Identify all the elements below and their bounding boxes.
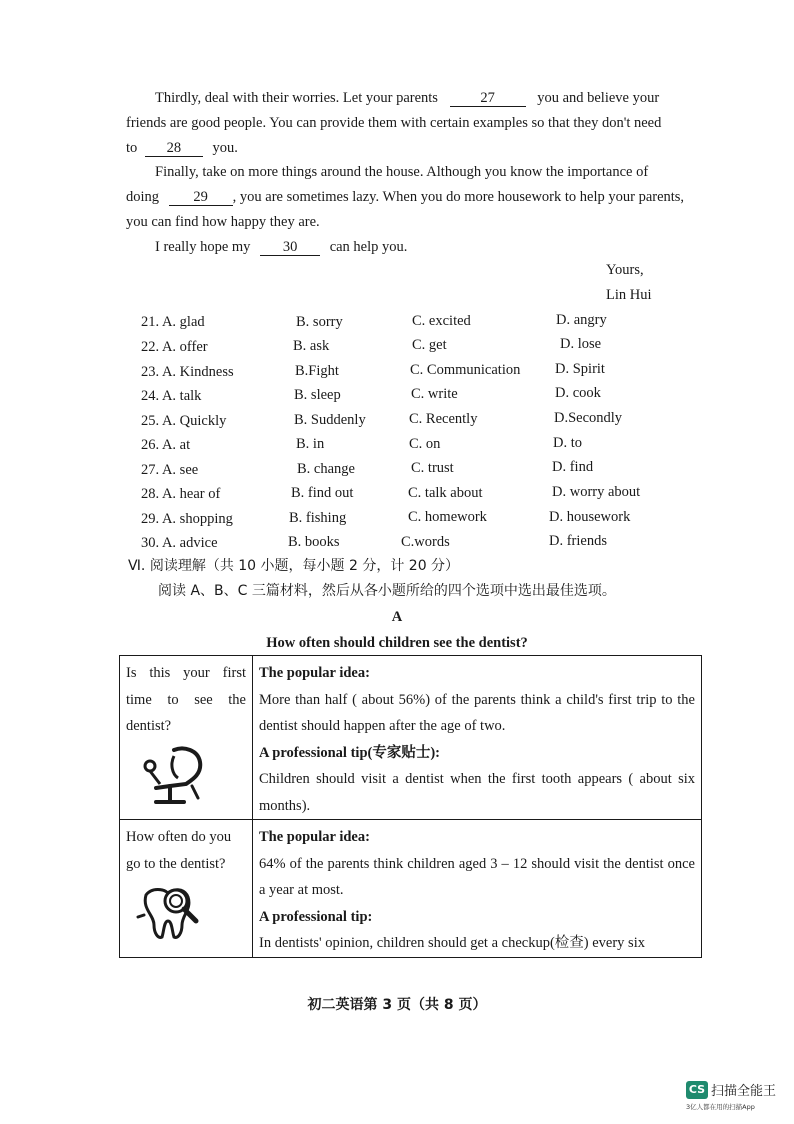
option-c: C. trust bbox=[411, 460, 454, 476]
professional-tip-label: A professional tip(专家贴士): bbox=[259, 744, 440, 761]
option-d: D. angry bbox=[556, 312, 607, 328]
professional-tip-text: In dentists' opinion, children should get a checkup(检查) every six bbox=[259, 935, 645, 951]
dentist-table bbox=[119, 655, 702, 958]
section-heading: Ⅵ. 阅读理解（共 10 小题，每小题 2 分，计 20 分） bbox=[128, 558, 460, 574]
option-b: B. books bbox=[288, 534, 340, 550]
option-b: B. find out bbox=[291, 485, 354, 501]
table-content-cell bbox=[253, 820, 702, 958]
option-c: C. get bbox=[412, 337, 447, 353]
option-b: B. ask bbox=[293, 338, 330, 354]
option-a: 25. A. Quickly bbox=[141, 413, 227, 429]
popular-idea-text: More than half ( about 56%) of the parents think a child's first trip to the dentist should happen after the age of two. bbox=[259, 691, 695, 734]
option-c: C. talk about bbox=[408, 485, 483, 501]
option-a: 28. A. hear of bbox=[141, 486, 221, 502]
option-b: B. fishing bbox=[289, 510, 347, 526]
option-a: 24. A. talk bbox=[141, 388, 202, 404]
table-question-cell bbox=[120, 656, 253, 820]
option-d: D. friends bbox=[549, 533, 607, 549]
reading-title: How often should children see the dentist? bbox=[266, 635, 528, 651]
question-text: How often do you go to the dentist? bbox=[126, 829, 232, 872]
letter-signature: Lin Hui bbox=[606, 287, 652, 303]
option-c: C. Communication bbox=[410, 362, 521, 378]
option-a: 29. A. shopping bbox=[141, 511, 233, 527]
watermark-name: 扫描全能王 bbox=[711, 1084, 777, 1099]
letter-closing: Yours, bbox=[606, 262, 644, 278]
option-a: 26. A. at bbox=[141, 437, 191, 453]
table-content-cell bbox=[253, 656, 702, 820]
option-c: C. excited bbox=[412, 313, 471, 329]
option-b: B. sorry bbox=[296, 314, 343, 330]
popular-idea-text: 64% of the parents think children aged 3 – 12 should visit the dentist once a year at most. bbox=[259, 855, 695, 898]
option-d: D. housework bbox=[549, 509, 631, 525]
option-d: D. Spirit bbox=[555, 361, 605, 377]
option-a: 30. A. advice bbox=[141, 535, 218, 551]
blank-29: 29 bbox=[169, 189, 233, 206]
passage-line: Finally, take on more things around the house. Although you know the importance of bbox=[155, 164, 649, 180]
option-a: 23. A. Kindness bbox=[141, 364, 234, 380]
scanner-watermark bbox=[686, 1080, 776, 1111]
option-b: B. sleep bbox=[294, 387, 341, 403]
blank-28: 28 bbox=[145, 140, 203, 157]
passage-line: friends are good people. You can provide them with certain examples so that they don't need bbox=[126, 115, 662, 131]
watermark-subtitle: 3亿人都在用的扫描App bbox=[686, 1103, 755, 1111]
tooth-magnifier-icon bbox=[126, 881, 246, 951]
popular-idea-label: The popular idea: bbox=[259, 665, 370, 681]
option-b: B. Suddenly bbox=[294, 412, 366, 428]
option-a: 27. A. see bbox=[141, 462, 199, 478]
passage-line: I really hope my 30 can help you. bbox=[155, 239, 408, 255]
table-question-cell bbox=[120, 820, 253, 958]
passage-line: to 28 you. bbox=[126, 140, 238, 156]
option-d: D. to bbox=[553, 435, 582, 451]
option-d: D. worry about bbox=[552, 484, 641, 500]
option-d: D.Secondly bbox=[554, 410, 623, 426]
option-c: C. on bbox=[409, 436, 441, 452]
option-c: C. Recently bbox=[409, 411, 478, 427]
popular-idea-label: The popular idea: bbox=[259, 829, 370, 845]
table-row bbox=[120, 820, 702, 958]
page-footer: 初二英语第 3 页（共 8 页） bbox=[307, 997, 487, 1013]
section-instruction: 阅读 A、B、C 三篇材料，然后从各小题所给的四个选项中选出最佳选项。 bbox=[158, 583, 616, 599]
passage-line: doing 29 , you are sometimes lazy. When you do more housework to help your parents, bbox=[126, 189, 685, 205]
option-a: 22. A. offer bbox=[141, 339, 208, 355]
option-c: C. write bbox=[411, 386, 458, 402]
part-label: A bbox=[391, 609, 403, 625]
professional-tip-text: Children should visit a dentist when the first tooth appears ( about six months). bbox=[259, 771, 695, 814]
option-b: B.Fight bbox=[295, 363, 339, 379]
professional-tip-label: A professional tip: bbox=[259, 908, 373, 925]
table-row bbox=[120, 656, 702, 820]
passage-line: you can find how happy they are. bbox=[126, 214, 320, 230]
option-d: D. find bbox=[552, 459, 594, 475]
dental-chair-icon bbox=[126, 744, 246, 818]
cs-logo-icon: CS bbox=[686, 1081, 708, 1099]
blank-27: 27 bbox=[450, 90, 526, 107]
option-d: D. lose bbox=[560, 336, 602, 352]
option-b: B. change bbox=[297, 461, 355, 477]
option-b: B. in bbox=[296, 436, 325, 452]
question-text: Is this your first time to see the dentist? bbox=[126, 665, 246, 734]
option-c: C.words bbox=[401, 534, 450, 550]
option-d: D. cook bbox=[555, 385, 601, 401]
passage-line: Thirdly, deal with their worries. Let your parents 27 you and believe your bbox=[155, 90, 660, 106]
blank-30: 30 bbox=[260, 239, 320, 256]
option-a: 21. A. glad bbox=[141, 314, 205, 330]
option-c: C. homework bbox=[408, 509, 487, 525]
